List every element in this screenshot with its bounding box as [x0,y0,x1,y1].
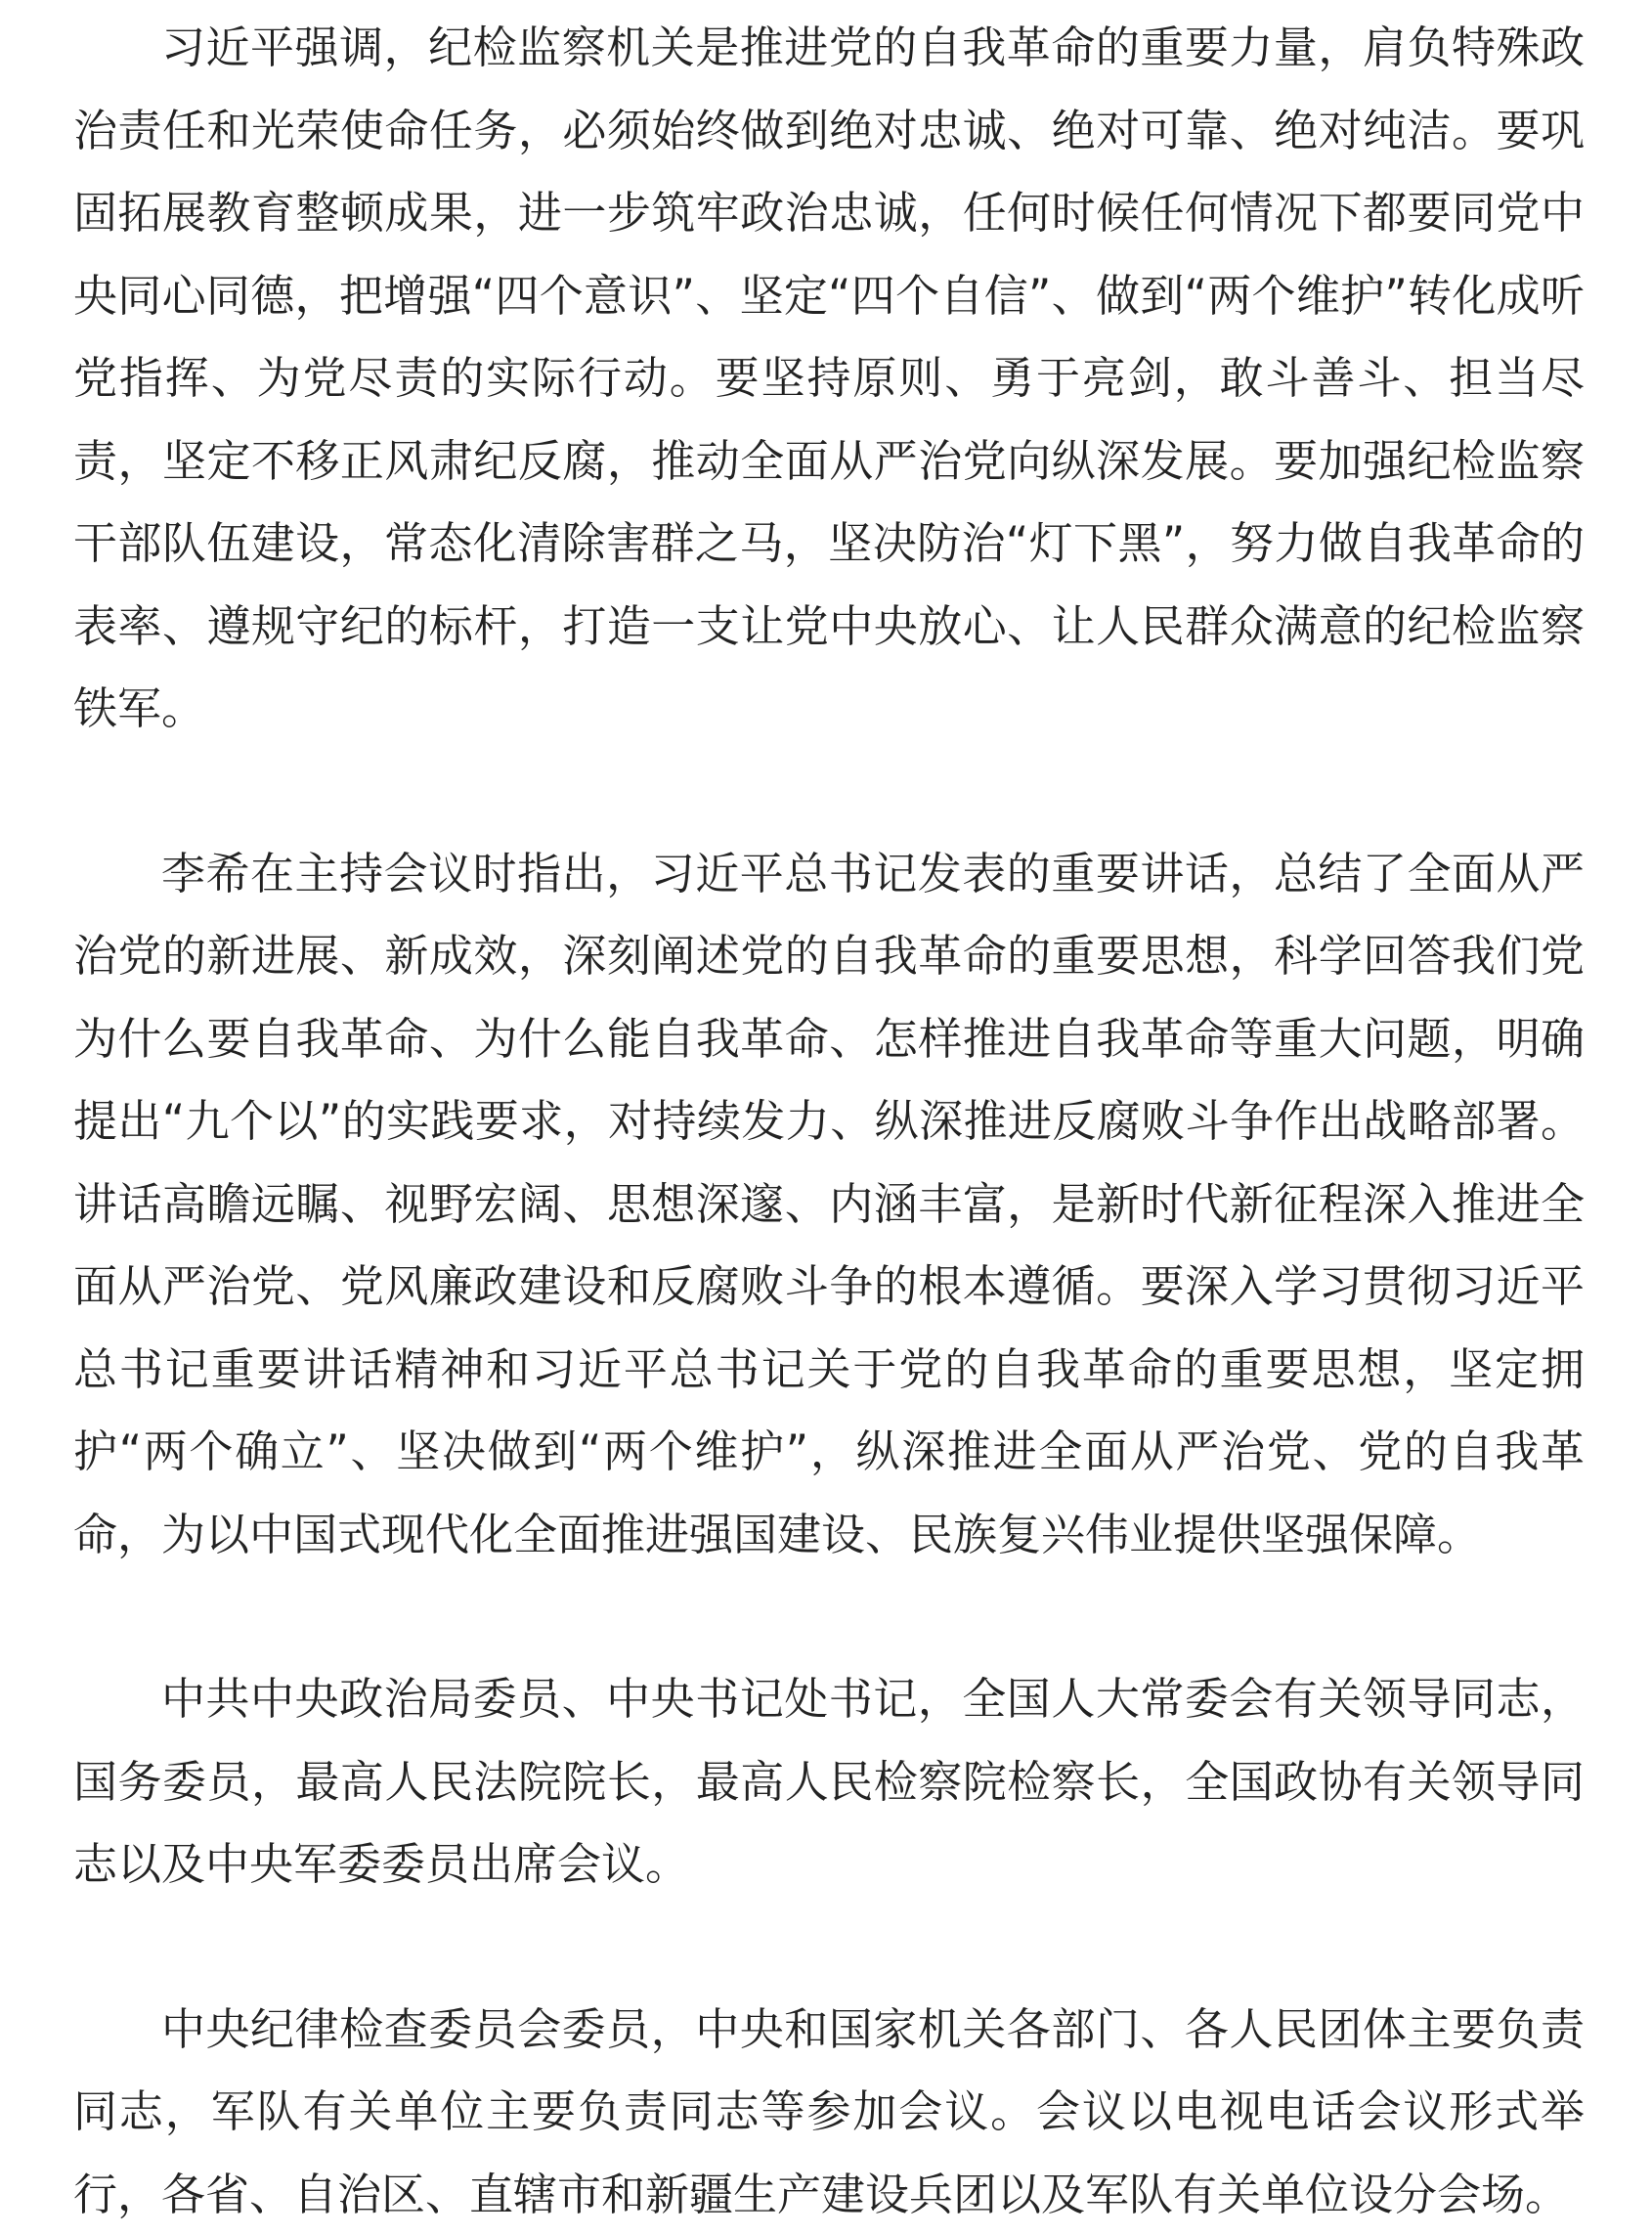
article-paragraph-2: 李希在主持会议时指出，习近平总书记发表的重要讲话，总结了全面从严治党的新进展、新成效，深刻阐述党的自我革命的重要思想，科学回答我们党为什么要自我革命、为什么能自我革命、怎样推进自我革命等重大问题，明确提出“九个以”的实践要求，对持续发力、纵深推进反腐败斗争作出战略部署。讲话高瞻远瞩、视野宏阔、思想深邃、内涵丰富，是新时代新征程深入推进全面从严治党、党风廉政建设和反腐败斗争的根本遵循。要深入学习贯彻习近平总书记重要讲话精神和习近平总书记关于党的自我革命的重要思想，坚定拥护“两个确立”、坚决做到“两个维护”，纵深推进全面从严治党、党的自我革命，为以中国式现代化全面推进强国建设、民族复兴伟业提供坚强保障。 [73,833,1585,1577]
article-paragraph-4: 中央纪律检查委员会委员，中央和国家机关各部门、各人民团体主要负责同志，军队有关单位主要负责同志等参加会议。会议以电视电话会议形式举行，各省、自治区、直辖市和新疆生产建设兵团以及军队有关单位设分会场。 [73,1989,1585,2236]
article-body [73,0,1585,2236]
article-paragraph-3: 中共中央政治局委员、中央书记处书记，全国人大常委会有关领导同志，国务委员，最高人民法院院长，最高人民检察院检察长，全国政协有关领导同志以及中央军委委员出席会议。 [73,1658,1585,1907]
article-paragraph-1: 习近平强调，纪检监察机关是推进党的自我革命的重要力量，肩负特殊政治责任和光荣使命任务，必须始终做到绝对忠诚、绝对可靠、绝对纯洁。要巩固拓展教育整顿成果，进一步筑牢政治忠诚，任何时候任何情况下都要同党中央同心同德，把增强“四个意识”、坚定“四个自信”、做到“两个维护”转化成听党指挥、为党尽责的实际行动。要坚持原则、勇于亮剑，敢斗善斗、担当尽责，坚定不移正风肃纪反腐，推动全面从严治党向纵深发展。要加强纪检监察干部队伍建设，常态化清除害群之马，坚决防治“灯下黑”，努力做自我革命的表率、遵规守纪的标杆，打造一支让党中央放心、让人民群众满意的纪检监察铁军。 [73,7,1585,751]
